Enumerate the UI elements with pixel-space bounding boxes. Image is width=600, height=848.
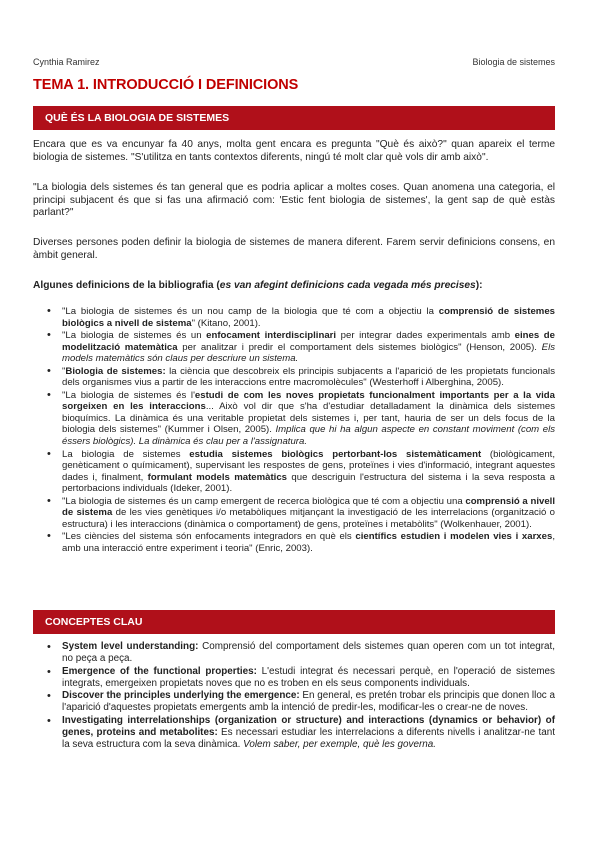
definitions-intro — [33, 280, 555, 293]
list-item: • System level understanding: Comprensió del comportament dels sistemes quan operen com un tot integrat, no peça a peça. — [33, 641, 555, 665]
list-item: • Emergence of the functional properties: L'estudi integrat és necessari perquè, en l'operació de sistemes integrats, emergeixen propietats noves que no es troben en els seus components individuals. — [33, 666, 555, 690]
paragraph-definitions: Diverses persones poden definir la biologia de sistemes de manera diferent. Farem servir definicions consens, en àmbit general. — [33, 237, 555, 261]
list-item: • Investigating interrelationships (organization or structure) and interactions (dynamics or behavior) of genes, proteins and metabolites: Es necessari estudiar les interrelacions a diferents nivells i analitzar-ne tant la seva estructura com la seva dinàmica. Volem saber, per exemple, què les governa. — [33, 715, 555, 751]
list-item: • "La biologia de sistemes és un nou camp de la biologia que té com a objectiu la comprensió de sistemes biològics a nivell de sistema" (Kitano, 2001). — [33, 306, 555, 329]
list-item: • "Biologia de sistemes: la ciència que descobreix els principis subjacents a l'aparició de les propietats funcionals dels organismes vius a partir de les interaccions entre macromolècules" (Westerhoff i Alberghina, 2005). — [33, 366, 555, 389]
list-item: • "La biologia de sistemes és un camp emergent de recerca biològica que té com a objectiu una comprensió a nivell de sistema de les vies genètiques i/o metabòliques mitjançant la investigació de les interrelacions (organització o estructura) i les interaccions (dinàmica o comportament) de gens, proteïnes i metabòlits" (Wolkenhauer, 2001). — [33, 496, 555, 531]
definitions-intro-label: Algunes definicions de la bibliografia ( — [33, 280, 220, 291]
running-header — [33, 57, 555, 69]
list-item: • "La biologia de sistemes és l'estudi de com les noves propietats funcionalment importants per a la vida sorgeixen en les interaccions... Això vol dir que s'ha d'estudiar detalladament la dinàmica dels sistemes bioquímics. La dinàmica és una veritable propietat dels sistemes i, per tant, hauria de ser un dels focus de la biologia dels sistemes" (Kummer i Olsen, 2005). Implica que hi ha algun aspecte en constant moviment (com els éssers biològics). La dinàmica és clau per a l'assignatura. — [33, 390, 555, 448]
definitions-intro-end: ): — [475, 280, 483, 291]
list-item: • La biologia de sistemes estudia sistemes biològics pertorbant-los sistemàticament (biològicament, genèticament o químicament), supervisant les respostes de gens, proteïnes i vies d'informació, integrant aquestes dades i, finalment, formulant models matemàtics que descriguin l'estructura del sistema i la seva resposta a pertorbacions individuals (Ideker, 2001). — [33, 449, 555, 495]
paragraph-quote: "La biologia dels sistemes és tan general que es podria aplicar a moltes coses. Quan anomena una categoria, el principi subjacent és que si fas una afirmació com: 'Estic fent biologia de sistemes', la gent sap de què estàs parlant?" — [33, 182, 555, 219]
concepts-list — [33, 641, 555, 751]
paragraph-intro: Encara que es va encunyar fa 40 anys, molta gent encara es pregunta "Què és això?" quan apareix el terme biologia de sistemes. "S'utilitza en tants contextos diferents, ningú té molt clar què vols dir amb això". — [33, 139, 555, 163]
page-title: TEMA 1. INTRODUCCIÓ I DEFINICIONS — [33, 77, 299, 93]
section-heading-conceptes: CONCEPTES CLAU — [33, 610, 555, 634]
list-item: • "La biologia de sistemes és un enfocament interdisciplinari per integrar dades experimentals amb eines de modelització matemàtica per analitzar i predir el comportament dels sistemes biològics" (Henson, 2005). Els models matemàtics són claus per descriure un sistema. — [33, 330, 555, 365]
definitions-intro-note: es van afegint definicions cada vegada més precises — [219, 280, 476, 291]
list-item: • "Les ciències del sistema són enfocaments integradors en què els científics estudien i modelen vies i xarxes, amb una interacció entre experiment i teoria" (Enric, 2003). — [33, 531, 555, 554]
definitions-list — [33, 306, 555, 555]
header-subject: Biologia de sistemes — [472, 57, 555, 67]
list-item: • Discover the principles underlying the emergence: En general, es pretén trobar els principis que donen lloc a l'aparició d'aquestes propietats emergents amb la intenció de predir-les, modificar-les o crear-ne de noves. — [33, 690, 555, 714]
section-heading-biologia: QUÈ ÉS LA BIOLOGIA DE SISTEMES — [33, 106, 555, 130]
header-author: Cynthia Ramirez — [33, 57, 100, 67]
